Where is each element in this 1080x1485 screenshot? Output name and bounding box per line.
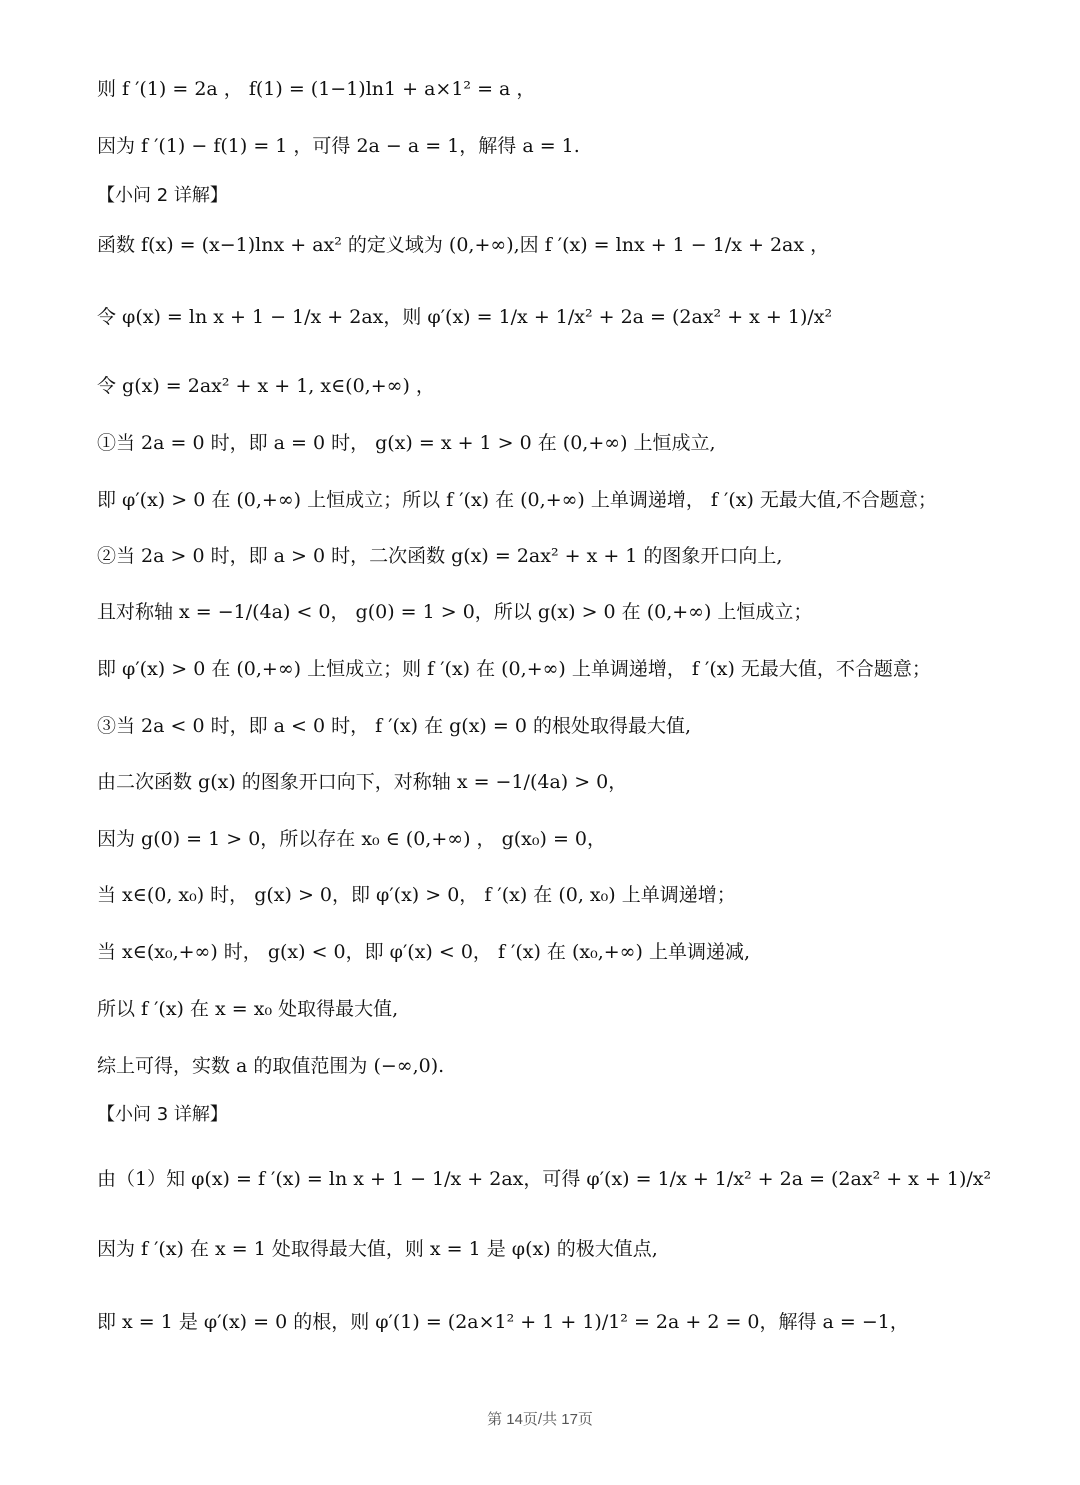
text-line: 函数 f(x) = (x−1)lnx + ax² 的定义域为 (0,+∞),因 f ′(x) = lnx + 1 − 1/x + 2ax ， bbox=[97, 234, 830, 256]
text-line: 令 φ(x) = ln x + 1 − 1/x + 2ax，则 φ′(x) = 1/x + 1/x² + 2a = (2ax² + x + 1)/x² bbox=[97, 306, 833, 328]
text-line: ①当 2a = 0 时，即 a = 0 时， g(x) = x + 1 > 0 在 (0,+∞) 上恒成立, bbox=[97, 432, 716, 454]
text-line: 即 x = 1 是 φ′(x) = 0 的根，则 φ′(1) = (2a×1² + 1 + 1)/1² = 2a + 2 = 0，解得 a = −1， bbox=[97, 1311, 909, 1333]
text-line: 即 φ′(x) > 0 在 (0,+∞) 上恒成立；则 f ′(x) 在 (0,+∞) 上单调递增， f ′(x) 无最大值，不合题意； bbox=[97, 658, 931, 680]
text-line: ②当 2a > 0 时，即 a > 0 时，二次函数 g(x) = 2ax² + x + 1 的图象开口向上, bbox=[97, 545, 783, 567]
text-line: 由二次函数 g(x) 的图象开口向下，对称轴 x = −1/(4a) > 0， bbox=[97, 771, 628, 793]
text-line: 因为 g(0) = 1 > 0，所以存在 x₀ ∈ (0,+∞) ， g(x₀) = 0， bbox=[97, 828, 606, 850]
text-line: 因为 f ′(x) 在 x = 1 处取得最大值，则 x = 1 是 φ(x) 的极大值点, bbox=[97, 1238, 658, 1260]
text-line: 综上可得，实数 a 的取值范围为 (−∞,0). bbox=[97, 1055, 445, 1077]
text-line: 令 g(x) = 2ax² + x + 1, x∈(0,+∞) ， bbox=[97, 375, 435, 397]
text-line: 即 φ′(x) > 0 在 (0,+∞) 上恒成立；所以 f ′(x) 在 (0,+∞) 上单调递增， f ′(x) 无最大值,不合题意； bbox=[97, 489, 937, 511]
text-line: 由（1）知 φ(x) = f ′(x) = ln x + 1 − 1/x + 2ax，可得 φ′(x) = 1/x + 1/x² + 2a = (2ax² + x + 1)/x² bbox=[97, 1168, 992, 1190]
text-line: ③当 2a < 0 时，即 a < 0 时， f ′(x) 在 g(x) = 0 的根处取得最大值, bbox=[97, 715, 691, 737]
text-line: 且对称轴 x = −1/(4a) < 0， g(0) = 1 > 0，所以 g(x) > 0 在 (0,+∞) 上恒成立； bbox=[97, 601, 813, 623]
section-heading: 【小问 3 详解】 bbox=[97, 1104, 228, 1125]
text-line: 所以 f ′(x) 在 x = x₀ 处取得最大值, bbox=[97, 998, 399, 1020]
page-footer: 第 14页/共 17页 bbox=[487, 1411, 593, 1428]
text-line: 当 x∈(0, x₀) 时， g(x) > 0，即 φ′(x) > 0， f ′(x) 在 (0, x₀) 上单调递增； bbox=[97, 884, 736, 906]
text-line: 当 x∈(x₀,+∞) 时， g(x) < 0，即 φ′(x) < 0， f ′(x) 在 (x₀,+∞) 上单调递减, bbox=[97, 941, 750, 963]
text-line: 则 f ′(1) = 2a ， f(1) = (1−1)ln1 + a×1² = a ， bbox=[97, 78, 536, 100]
section-heading: 【小问 2 详解】 bbox=[97, 185, 228, 206]
text-line: 因为 f ′(1) − f(1) = 1 ，可得 2a − a = 1，解得 a = 1. bbox=[97, 135, 580, 157]
